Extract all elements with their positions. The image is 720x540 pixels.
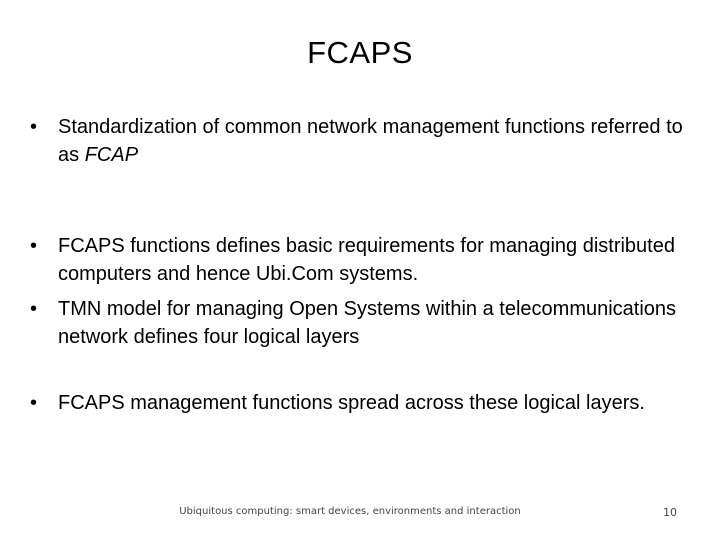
bullet-item (30, 389, 700, 417)
slide-footer: Ubiquitous computing: smart devices, environments and interaction (179, 506, 521, 517)
bullet-marker: • (30, 116, 38, 138)
bullet-marker: • (30, 235, 38, 257)
bullet-item (30, 113, 700, 169)
bullet-item (30, 295, 700, 351)
bullet-item (30, 232, 700, 288)
bullet-text-emphasis: FCAP (84, 144, 139, 166)
bullet-text: TMN model for managing Open Systems within a telecommunications network defines four logical layers (58, 298, 677, 348)
bullet-text-plain: Standardization of common network management functions referred to as (58, 116, 683, 166)
bullet-marker: • (30, 298, 38, 320)
bullet-text (58, 113, 700, 169)
bullet-text: FCAPS functions defines basic requirements for managing distributed computers and hence Ubi.Com systems. (58, 235, 675, 285)
slide-title: FCAPS (307, 35, 413, 70)
page-number: 10 (663, 506, 677, 519)
bullet-text: FCAPS management functions spread across these logical layers. (58, 392, 645, 414)
bullet-marker: • (30, 392, 38, 414)
